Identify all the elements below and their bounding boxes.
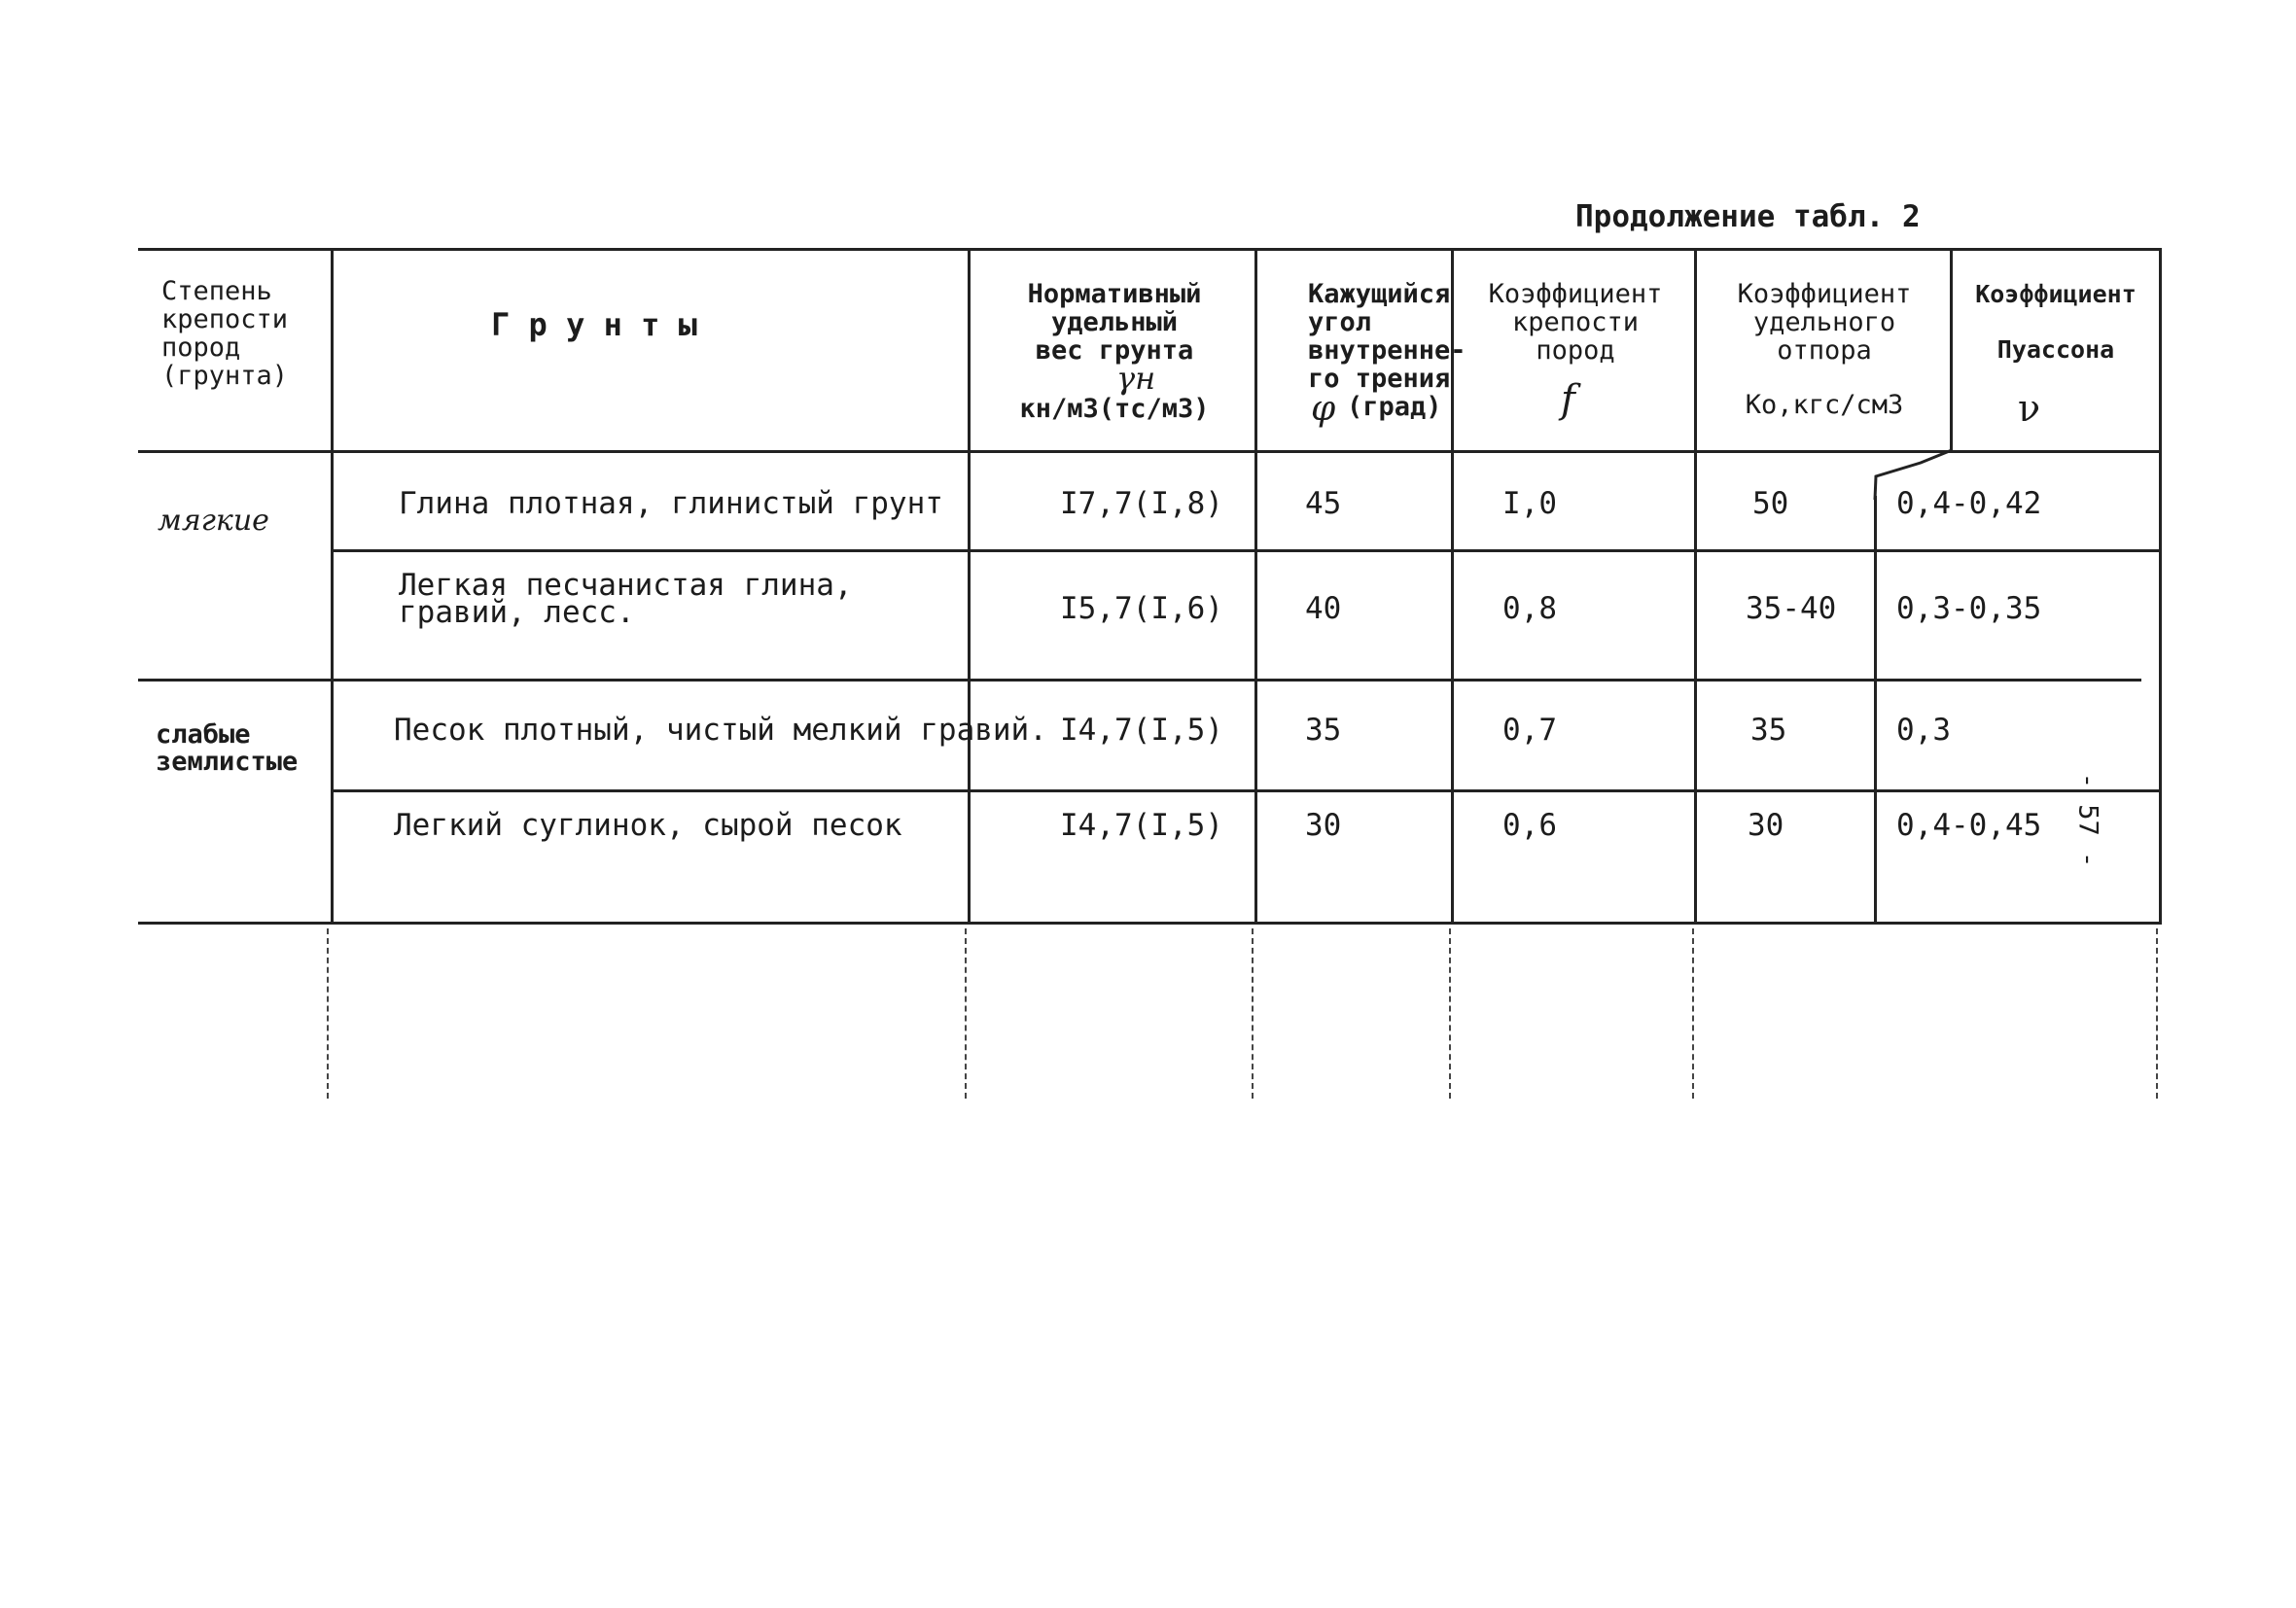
header-weight-line: удельный [1050, 307, 1179, 337]
group-degree: слабые землистые [156, 719, 299, 777]
header-degree-line: (грунта) [161, 361, 289, 391]
cell-strength: 0,6 [1502, 808, 1557, 843]
cell-angle: 30 [1305, 808, 1342, 843]
header-angle-line: Кажущийся [1308, 279, 1451, 309]
continuation-line [2156, 928, 2158, 1099]
header-bottom-border [138, 450, 2161, 453]
cell-soil: Легкий суглинок, сырой песок [394, 808, 902, 843]
group-divider [138, 679, 2141, 682]
cell-strength: 0,8 [1502, 591, 1557, 626]
cell-angle: 40 [1305, 591, 1342, 626]
cell-poisson: 0,4-0,45 [1896, 808, 2042, 843]
cell-strength: I,0 [1502, 486, 1557, 521]
cell-soil: Легкая песчанистая глина, гравий, лесс. [399, 568, 853, 630]
angle-symbol: φ [1311, 389, 1336, 429]
header-strength-line: крепости [1511, 307, 1640, 337]
row-divider [331, 549, 2159, 552]
cell-angle: 35 [1305, 713, 1342, 748]
header-poisson-line: Пуассона [1996, 335, 2115, 364]
table-top-border [138, 248, 2161, 251]
continuation-line [327, 928, 329, 1099]
cell-weight: I5,7(I,6) [1060, 591, 1223, 626]
header-weight-line: кн/м3(тс/м3) [1019, 394, 1210, 424]
table-right-border [2159, 248, 2162, 925]
cell-poisson: 0,3 [1896, 713, 1951, 748]
poisson-symbol: ν [2018, 387, 2041, 430]
continuation-line [965, 928, 967, 1099]
header-resist-line: отпора [1777, 335, 1872, 366]
cell-poisson: 0,3-0,35 [1896, 591, 2042, 626]
header-strength [1454, 280, 1697, 365]
header-degree-line: крепости [161, 304, 289, 334]
header-angle-line: го трения [1308, 364, 1451, 394]
header-strength-line: Коэффициент [1488, 279, 1663, 309]
cell-resist: 30 [1748, 808, 1784, 843]
header-soils: Г р у н т ы [491, 306, 697, 343]
cell-weight: I4,7(I,5) [1060, 713, 1223, 748]
cell-weight: I4,7(I,5) [1060, 808, 1223, 843]
header-resist-line: Ко,кгс/см3 [1745, 390, 1904, 420]
row-divider [331, 789, 2159, 792]
strength-symbol: f [1561, 377, 1575, 422]
page-number: - 57 - [2072, 772, 2103, 868]
header-weight-line: вес грунта [1035, 335, 1194, 366]
column-border [1874, 496, 1877, 925]
header-angle-line: (град) [1347, 392, 1442, 422]
column-border [331, 248, 334, 925]
header-resist-line: Коэффициент [1737, 279, 1912, 309]
cell-resist: 35 [1750, 713, 1787, 748]
cell-resist: 35-40 [1746, 591, 1837, 626]
header-angle-line: внутренне- [1308, 335, 1466, 366]
header-poisson [1955, 280, 2157, 364]
continuation-line [1252, 928, 1254, 1099]
cell-soil: Глина плотная, глинистый грунт [399, 486, 943, 521]
header-resist [1697, 280, 1952, 419]
cell-soil: Песок плотный, чистый мелкий гравий. [394, 713, 1047, 748]
group-degree: мягкие [158, 504, 269, 538]
header-weight-line: Нормативный [1027, 279, 1202, 309]
header-weight [972, 280, 1256, 423]
header-degree [161, 277, 288, 390]
header-angle-line: угол [1308, 307, 1372, 337]
table-bottom-border [138, 922, 2161, 925]
continuation-line [1449, 928, 1451, 1099]
header-degree-line: пород [161, 332, 241, 363]
header-poisson-line: Коэффициент [1975, 280, 2137, 308]
header-strength-line: пород [1536, 335, 1615, 366]
cell-angle: 45 [1305, 486, 1342, 521]
continuation-line [1692, 928, 1694, 1099]
cell-strength: 0,7 [1502, 713, 1557, 748]
weight-symbol: γн [1116, 360, 1156, 397]
column-border [968, 248, 971, 925]
cell-weight: I7,7(I,8) [1060, 486, 1223, 521]
header-degree-line: Степень [161, 276, 272, 306]
cell-poisson: 0,4-0,42 [1896, 486, 2042, 521]
header-resist-line: удельного [1752, 307, 1896, 337]
cell-resist: 50 [1752, 486, 1789, 521]
table-caption: Продолжение табл. 2 [1575, 199, 1921, 234]
